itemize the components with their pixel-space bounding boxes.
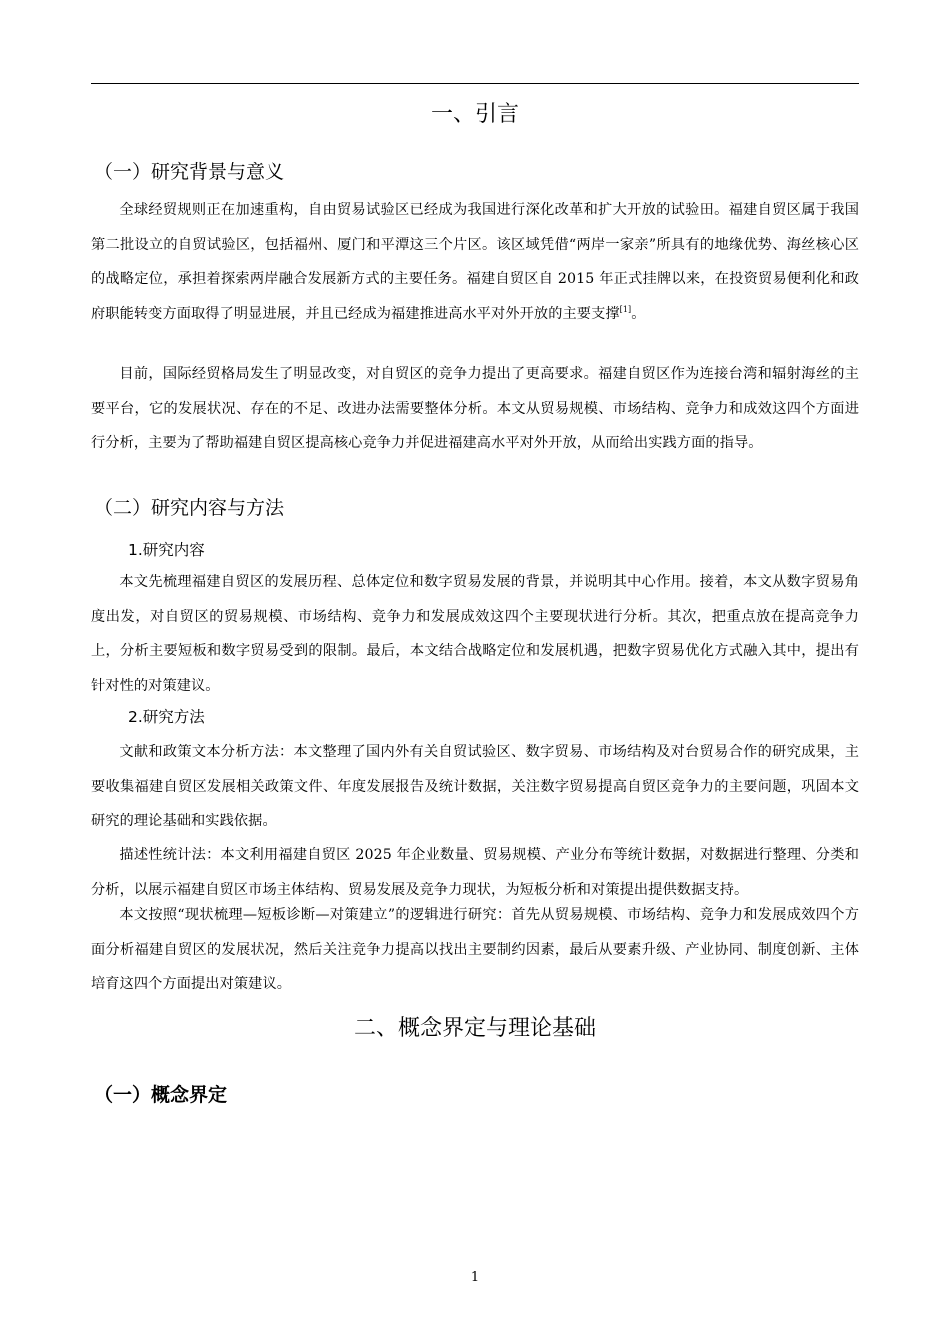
subsection-1-2-1-paragraph: 本文先梳理福建自贸区的发展历程、总体定位和数字贸易发展的背景，并说明其中心作用。接着，本文从数字贸易角度出发，对自贸区的贸易规模、市场结构、竞争力和发展成效这四个主要现状进行分析。其次，把重点放在提高竞争力上，分析主要短板和数字贸易受到的限制。最后，本文结合战略定位和发展机遇，把数字贸易优化方式融入其中，提出有针对性的对策建议。 [91,574,859,694]
section-1-1-title: （一）研究背景与意义 [94,161,285,183]
section-2-1-title: （一）概念界定 [94,1084,228,1106]
subsection-1-2-2-paragraph-3: 本文按照“现状梳理—短板诊断—对策建立”的逻辑进行研究：首先从贸易规模、市场结构、竞争力和发展成效四个方面分析福建自贸区的发展状况，然后关注竞争力提高以找出主要制约因素，最后从要素升级、产业协同、制度创新、主体培育这四个方面提出对策建议。 [91,907,859,993]
section-1-1-paragraph-2: 目前，国际经贸格局发生了明显改变，对自贸区的竞争力提出了更高要求。福建自贸区作为连接台湾和辐射海丝的主要平台，它的发展状况、存在的不足、改进办法需要整体分析。本文从贸易规模、市场结构、竞争力和成效这四个方面进行分析，主要为了帮助福建自贸区提高核心竞争力并促进福建高水平对外开放，从而给出实践方面的指导。 [91,366,859,452]
subsection-1-2-2-paragraph-2: 描述性统计法：本文利用福建自贸区 2025 年企业数量、贸易规模、产业分布等统计数据，对数据进行整理、分类和分析，以展示福建自贸区市场主体结构、贸易发展及竞争力现状，为短板分析和对策提出提供数据支持。 [91,847,859,898]
chapter-1-title: 一、引言 [430,102,519,127]
citation-ref-1: [1] [619,304,632,314]
section-1-1-paragraph-1-text: 全球经贸规则正在加速重构，自由贸易试验区已经成为我国进行深化改革和扩大开放的试验田。福建自贸区属于我国第二批设立的自贸试验区，包括福州、厦门和平潭这三个片区。该区域凭借“两岸一家亲”所具有的地缘优势、海丝核心区的战略定位，承担着探索两岸融合发展新方式的主要任务。福建自贸区自 2015 年正式挂牌以来，在投资贸易便利化和政府职能转变方面取得了明显进展，并且已经成为福建推进高水平对外开放的主要支撑 [91,202,859,322]
header-rule [91,83,859,84]
subsection-1-2-2-title: 2.研究方法 [128,708,205,726]
subsection-1-2-1-title: 1.研究内容 [128,541,205,559]
section-1-1-paragraph-1 [91,193,859,331]
section-1-1-paragraph-1-end: 。 [631,305,646,322]
subsection-1-2-2-paragraph-1: 文献和政策文本分析方法：本文整理了国内外有关自贸试验区、数字贸易、市场结构及对台贸易合作的研究成果，主要收集福建自贸区发展相关政策文件、年度发展报告及统计数据，关注数字贸易提高自贸区竞争力的主要问题，巩固本文研究的理论基础和实践依据。 [91,744,859,830]
section-1-2-title: （二）研究内容与方法 [94,497,285,519]
chapter-2-title: 二、概念界定与理论基础 [353,1016,596,1041]
page-number: 1 [470,1270,480,1285]
